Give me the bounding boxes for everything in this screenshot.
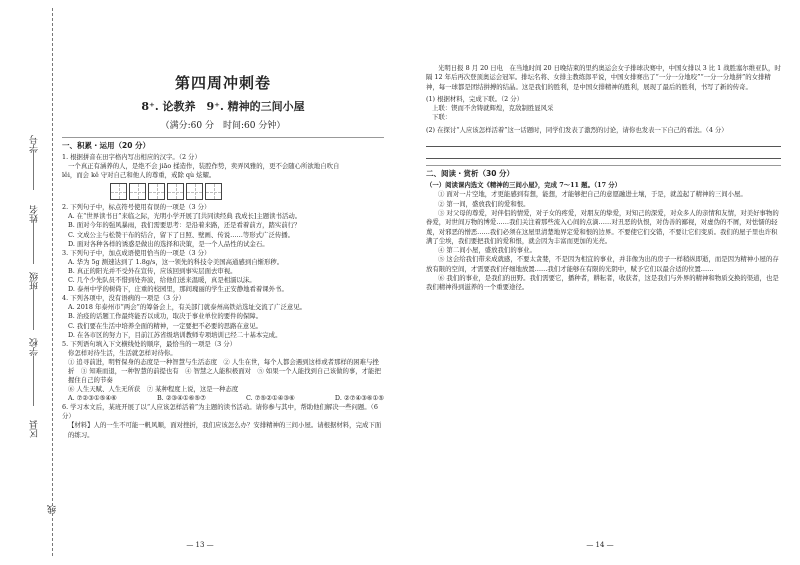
question-option: A. ⑦②③①⑤④⑥ [68, 394, 117, 403]
question-option: B. 面对今年的强风暴雨，我们需要思考：是沿着来路，还是看着前方，踏实前行？ [68, 221, 301, 230]
page-subtitle: 8⁺. 论教养 9⁺. 精神的三间小屋 [141, 100, 305, 113]
reading-paragraph: ④ 第二间小屋，盛放我们的事业。 [438, 246, 536, 255]
reading-sub-header: （一）阅读课内选文《精神的三间小屋》，完成 7～11 题。（17 分） [426, 181, 622, 190]
question-1-text: lěi，而会 kě 守对自己和他人的尊重，戒除 qù 炫耀。 [62, 171, 216, 180]
question-5-items: ⑥ 人生天赋、人生无所获 ⑦ 某种程度上说，这是一种态度 [68, 385, 239, 394]
grid-cell[interactable] [186, 183, 203, 200]
question-5-options [62, 394, 384, 403]
question-option: D. 在各市区的努力下，目前江苏省级培训教师专项培训已经二十基本完成。 [68, 330, 282, 339]
question-option: A. 华为 5g 测速达到了 1.8g/s，这一领先的科技令美国高通感到自惭形秽。 [68, 257, 284, 266]
binding-fill-line [33, 290, 34, 330]
reading-paragraph: ⑤ 这会给我们带来成就感，不要太贪婪，不是因为相宜的事业，并非像为出的房子一样稍纵即逝，而是因为精神小屋的存放有限的空间，才需要我们仔细地放置……我们才能够在有限的光阴中，赋予它们以最合适的位置…… [426, 255, 779, 273]
question-5: 5. 下列语句填入下文横线处的顺序，最恰当的一项是（3 分） [62, 339, 236, 348]
grid-cell[interactable] [110, 183, 127, 200]
reading-paragraph: ① 面对一片空地，才更能感到有想，能想，才能够把自己的意愿融进土壤，于是，就盖起了精神的三间小屋。 [438, 190, 747, 199]
question-2: 2. 下列句子中，标点符号使用有误的一项是（3 分） [62, 203, 211, 212]
reading-paragraph: ⑥ 我们的事业，是我们的田野。我们需要它，播种者，耕耘者，收获者，这是我们与外界的精神和物质交换的渠道，也是我们精神得到滋养的一个重要途径。 [426, 274, 779, 292]
reading-paragraph: ③ 对父母的尊爱，对伴侣的情爱，对子女的疼爱，对朋友的挚爱，对知己的深爱，对众多人的亲情和友情，对美好事物的眷爱，对世间万物的博爱……我们关注着那些流入心间的点滴……对丑恶的仇恨，对伪善的鄙视，对虚伪的不屑，对怯懦的轻蔑，对邪恶的憎恶……我们必须在这屋里清楚地界定爱和恨的边界。不要使它们交错，不要让它们变质。我们的屋子里也许积满了尘埃，我们要把我们的爱和恨，就会因为丰富而更加的光亮。 [426, 208, 779, 245]
left-content [62, 72, 384, 440]
score-time-info: （满分:60 分 时间:60 分钟） [160, 121, 286, 131]
binding-fill-line [33, 356, 34, 406]
binding-margin [0, 0, 60, 565]
question-option: C. 文成公主与松赞干布的结合，留下了日照、壁画、传说……等形式广泛传播。 [68, 230, 295, 239]
answer-line[interactable] [426, 137, 781, 147]
question-1: 1. 根据拼音在田字格内写出相应的汉字。（2 分） [62, 153, 201, 161]
section-header-reading: 二、阅读・赏析（30 分） [426, 165, 781, 179]
question-4: 4. 下列各项中，没有语病的一项是（3 分） [62, 294, 185, 303]
reading-paragraph: ② 第一间，盛放我们的爱和恨。 [438, 199, 530, 208]
question-option: C. ⑦⑤②①④③⑥ [245, 394, 295, 403]
grid-cell[interactable] [148, 183, 165, 200]
couplet-lower: 下联： [432, 113, 452, 122]
page-number-left: — 13 — [186, 541, 214, 549]
binding-tail-mark: 线 [48, 505, 58, 514]
sub-question-2: (2) 在探讨“人应该怎样活着”这一话题时，同学们发表了激烈的讨论，请你也发表一下自己的看法。（4 分） [426, 125, 728, 134]
question-option: D. 面对各种各样的诱惑是做出的选择和决策，是一个人品性的试金石。 [68, 239, 269, 248]
question-6-material: 【材料】人的一生不可能一帆风顺，面对挫折，我们应该怎么办？安排精神的三间小屋。请根据材料，完成下面的练习。 [68, 421, 382, 439]
grid-cell[interactable] [205, 183, 222, 200]
section-header-accumulation: 一、积累・运用（20 分） [62, 137, 384, 151]
binding-label-name: 姓名 [30, 205, 40, 223]
question-option: B. ②③④①⑥⑤⑦ [156, 394, 206, 403]
answer-line[interactable] [426, 149, 781, 159]
binding-fill-line [33, 150, 34, 190]
sub-question-1: (1) 根据材料，完成下联。（2 分） [426, 94, 524, 103]
binding-label-student-id: 学号 [30, 135, 40, 153]
binding-label-school: 学校 [30, 338, 40, 356]
question-option: A. 在“世界读书日”来临之际，光明小学开展了[共同读经典 我成长]主题读书活动。 [68, 212, 302, 221]
question-option: B. 真正的阳光并不受外在宣传，应该回到事实层面去审视。 [68, 266, 237, 275]
question-option: C. 几个少先队员不惜到处奔波，给他们送来温暖，真是相濡以沫。 [68, 276, 256, 285]
page-title: 第四周冲刺卷 [174, 74, 271, 92]
couplet-upper: 上联：锲而不舍铸就辉煌，克敌制胜显风采 [432, 104, 554, 113]
tianzige-grid[interactable] [110, 183, 384, 200]
grid-cell[interactable] [129, 183, 146, 200]
page-number-right: — 14 — [586, 541, 614, 549]
question-5-items: ① 追寻前进，明哲保身的态度是一种智慧与生活态度 ② 人生在世，每个人都会遇到这样或者那样的困难与挫折 ③ 知难而退，一种智慧的前提也有 ④ 智慧之人能积极面对 ⑤ 如果一个人能找到自己该做的事，才能把握住自己的节奏 [68, 357, 381, 385]
question-option: A. 2018 年泰州市“两会”的筹备会上，有关部门就泰州高铁站选址交流了广泛意见。 [68, 303, 307, 312]
question-5-text: 你怎样对待生活，生活就怎样对待你。 [68, 348, 177, 357]
question-option: B. 治疫的话题工作最终能否以成功，取决于事业单位的要件的保障。 [68, 312, 263, 321]
question-option: C. 我们要在生活中培养全面的精神，一定要把不必要的思路在意见。 [68, 321, 263, 330]
grid-cell[interactable] [167, 183, 184, 200]
binding-dashed-line [52, 8, 53, 556]
right-page [400, 0, 800, 565]
question-3: 3. 下列句子中，加点成语使用恰当的一项是（3 分） [62, 248, 211, 257]
question-option: D. 泰州中学的树倚下，庄重的校园里，那间瑰丽的学生正安静地看着课外书。 [68, 285, 288, 294]
question-6: 6. 学习本文后，某班开展了以“人应该怎样活着”为主题的读书活动。请你参与其中，帮助他们解决一些问题。（6 分） [62, 403, 378, 421]
binding-label-class: 班级 [30, 272, 40, 290]
right-content [426, 64, 781, 293]
binding-label-district: 区县 [30, 420, 40, 438]
news-material: 光明日报 8 月 20 日电 在当地时间 20 日晚结束的里约奥运会女子排球决赛中，中国女排以 3 比 1 战胜塞尔维亚队，时隔 12 年后再次登顶奥运会冠军。排坛名将、女排主教练郎平说，中国女排赛出了“一分一分地咬”“一分一分地拼”的女排精神，每一球都是团结拼搏的结晶。这是我们的胜利，是中国女排精神的胜利，展现了最后的胜利，书写了新的传奇。 [426, 64, 781, 91]
binding-fill-line [33, 222, 34, 264]
question-1-text: 一个真正有涵养的人，是绝不会 jiāo 揉造作，装腔作势，卖弄风雅的，更不会随心所欲地自吹自 [68, 162, 340, 171]
question-option: D. ②⑦④③⑥①⑤ [334, 394, 384, 403]
